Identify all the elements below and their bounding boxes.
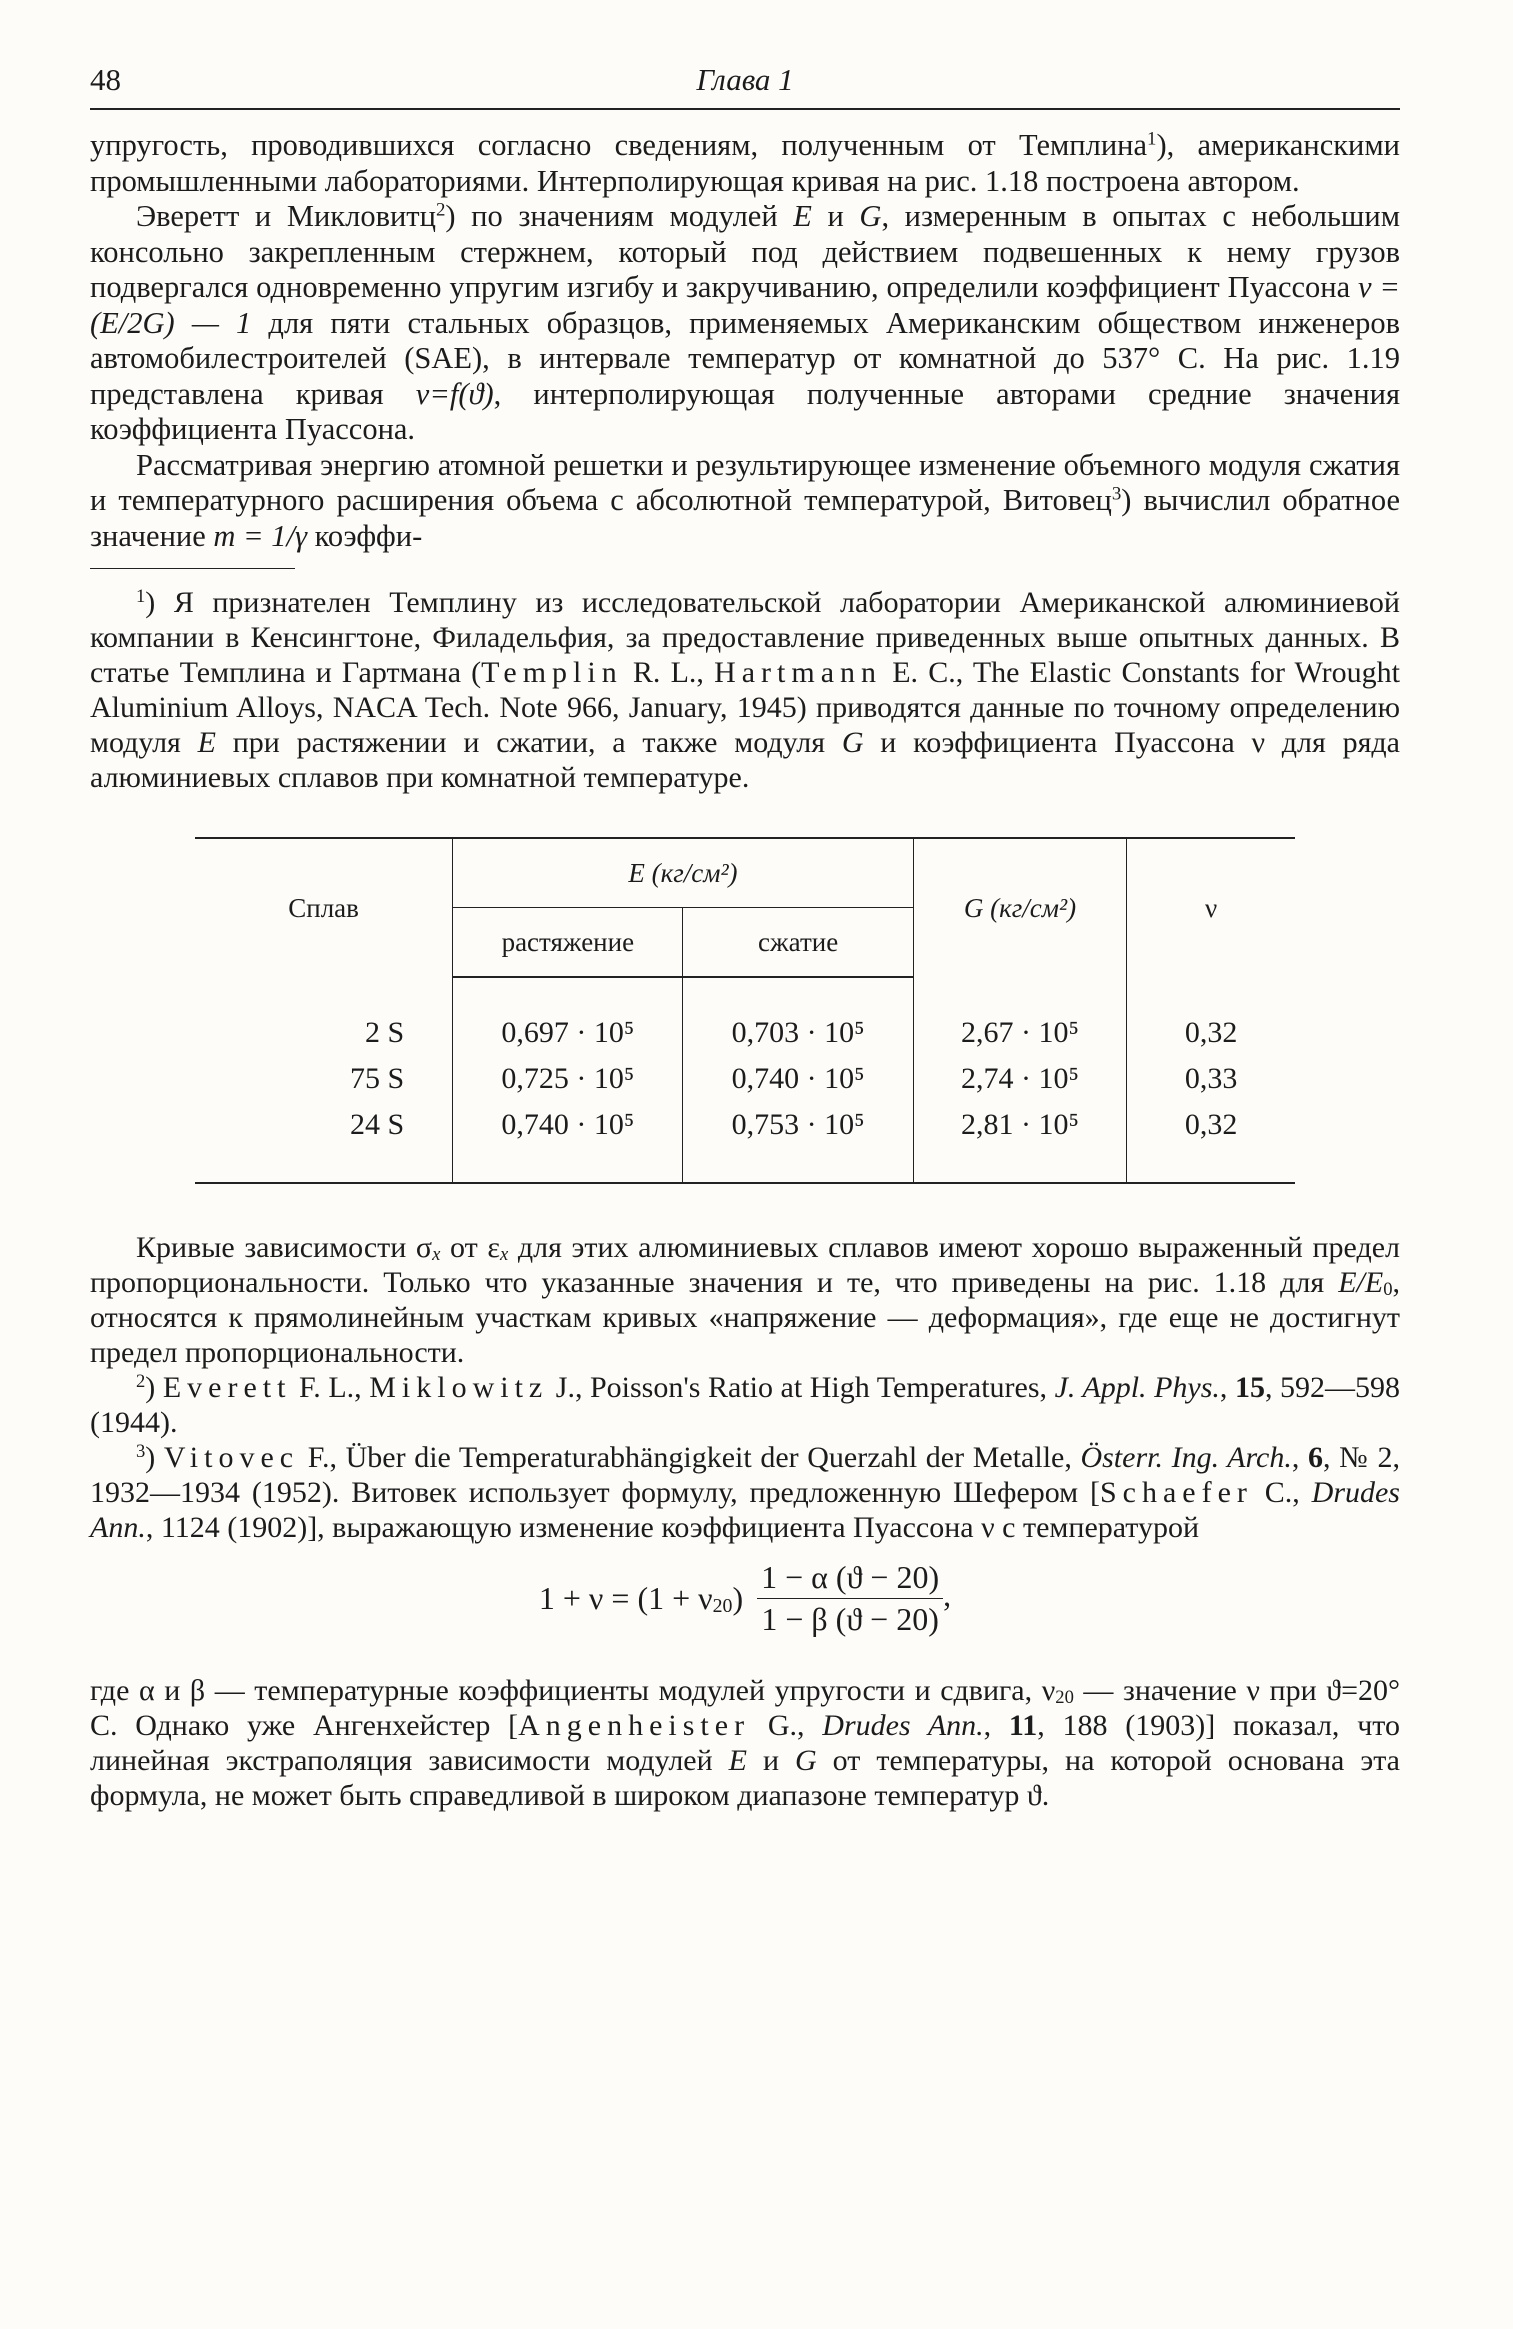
poisson-formula: ν = (E/2G) — 1	[90, 270, 1400, 340]
footnote-divider	[90, 568, 295, 569]
table-row: 24 S 0,740 · 10⁵ 0,753 · 10⁵ 2,81 · 10⁵ 0,32	[195, 1102, 1295, 1183]
paragraph-5: где α и β — температурные коэффициенты модулей упругости и сдвига, $\nu_{20}$ — значение ν при ϑ=20° С. Однако уже Ангенхейстер [Angenheister G., Drudes Ann., 11, 188 (1903)] показал, что линейная экстраполяция зависимости модулей E и G от температуры, на которой основана эта формула, не может быть справедливой в широком диапазоне температур ϑ.	[90, 1674, 1400, 1812]
footnote-ref-3: 3	[1111, 483, 1122, 505]
alloy-constants-table	[195, 837, 1295, 1184]
footnote-ref-2: 2	[435, 199, 446, 221]
footnote-1-continued	[90, 1230, 1400, 1370]
header-E: E (кг/см²)	[453, 838, 914, 908]
paragraph-3: Рассматривая энергию атомной решетки и результирующее изменение объемного модуля сжатия и температурного расширения объема с абсолютной температурой, Витовец$^3$) вычислил обратное значение m = 1/γ коэффи-	[90, 447, 1401, 553]
footnote-3: $^3$) Vitovec F., Über die Temperaturabhängigkeit der Querzahl der Metalle, Österr. Ing. Arch., 6, № 2, 1932—1934 (1952). Витовек использует формулу, предложенную Шефером [Schaefer C., Drudes Ann., 1124 (1902)], выражающую изменение коэффициента Пуассона ν с температурой $1 + \nu = (1 + \nu_{20})$ $\frac{1 - \alpha (ϑ - 20)}{1 - \beta (ϑ - 20)}$ , где α и β — температурные коэффициенты модулей упругости и сдвига, $\nu_{20}$ — значение ν при ϑ=20° С. Однако уже Ангенхейстер [Angenheister G., Drudes Ann., 11, 188 (1903)] показал, что линейная экстраполяция зависимости модулей E и G от температуры, на которой основана эта формула, не может быть справедливой в широком диапазоне температур ϑ.	[90, 1440, 1400, 1812]
table-row: 75 S 0,725 · 10⁵ 0,740 · 10⁵ 2,74 · 10⁵ 0,33	[195, 1056, 1295, 1102]
header-alloy: Сплав	[195, 838, 453, 977]
book-page	[90, 58, 1400, 1813]
header-E-compression: сжатие	[683, 908, 913, 978]
chapter-title: Глава 1	[696, 62, 794, 97]
page-number: 48	[90, 62, 121, 97]
footnote-2: $^2$) Everett F. L., Miklowitz J., Poisson's Ratio at High Temperatures, J. Appl. Phys., 15, 592—598 (1944).	[90, 1370, 1401, 1439]
paragraph-1: упругость, проводившихся согласно сведениям, полученным от Темплина$^1$), американскими промышленными лабораториями. Интерполирующая кривая на рис. 1.18 построена автором.	[90, 128, 1400, 198]
running-header	[90, 58, 1400, 110]
table-row: 2 S 0,697 · 10⁵ 0,703 · 10⁵ 2,67 · 10⁵ 0,32	[195, 977, 1295, 1056]
header-E-tension: растяжение	[453, 908, 683, 978]
header-nu: ν	[1127, 838, 1295, 977]
paragraph-4: Кривые зависимости $\sigma_x$ от $\varepsilon_x$ для этих алюминиевых сплавов имеют хорошо выраженный предел пропорциональности. Только что указанные значения и те, что приведены на рис. 1.18 для $E/E_0$, относятся к прямолинейным участкам кривых «напряжение — деформация», где еще не достигнут предел пропорциональности.	[90, 1231, 1401, 1369]
formula-denominator: 1 − β (ϑ − 20)	[761, 1601, 939, 1637]
paragraph-2: Эверетт и Микловитц$^2$) по значениям модулей E и G, измеренным в опытах с небольшим консольно закрепленным стержнем, который под действием подвешенных к нему грузов подвергался одновременно упругим изгибу и закручиванию, определили коэффициент Пуассона ν = (E/2G) — 1 для пяти стальных образцов, применяемых Американским обществом инженеров автомобилестроителей (SAE), в интервале температур от комнатной до 537° С. На рис. 1.19 представлена кривая ν=f(ϑ), интерполирующая полученные авторами средние значения коэффициента Пуассона.	[90, 199, 1400, 446]
poisson-temperature-formula: $1 + \nu = (1 + \nu_{20})$ $\frac{1 - \alpha (ϑ - 20)}{1 - \beta (ϑ - 20)}$ ,	[538, 1559, 952, 1637]
footnote-1: $^1$) Я признателен Темплину из исследовательской лаборатории Американской алюминиевой компании в Кенсингтоне, Филадельфия, за предоставление приведенных выше опытных данных. В статье Темплина и Гартмана (Templin R. L., Hartmann E. C., The Elastic Constants for Wrought Aluminium Alloys, NACA Tech. Note 966, January, 1945) приводятся данные по точному определению модуля E при растяжении и сжатии, а также модуля G и коэффициента Пуассона ν для ряда алюминиевых сплавов при комнатной температуре.	[90, 585, 1400, 794]
header-G: G (кг/см²)	[913, 838, 1127, 977]
footnote-ref-1: 1	[1147, 128, 1157, 150]
formula-numerator: 1 − α (ϑ − 20)	[757, 1559, 943, 1599]
